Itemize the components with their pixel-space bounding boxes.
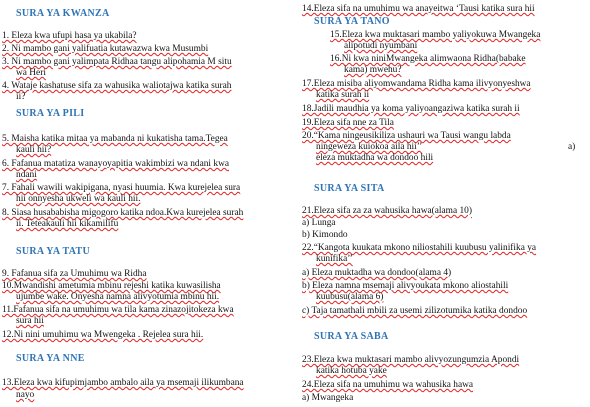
- question-21-a: a) Lunga: [302, 218, 336, 228]
- question-24-a: a) Mwangeka: [302, 393, 354, 403]
- heading-sura-ya-tatu: SURA YA TATU: [16, 246, 90, 257]
- heading-sura-ya-kwanza: SURA YA KWANZA: [16, 8, 110, 19]
- question-20-part-a: eleza muktadha wa dondoo hili: [316, 153, 434, 163]
- question-21-b: b) Kimondo: [302, 230, 348, 240]
- question-22-cont: kunifika’’: [316, 254, 353, 264]
- question-21: 21.Eleza sifa za za wahusika hawa(alama 10): [302, 206, 472, 216]
- question-4-cont: ii?: [16, 92, 26, 102]
- question-13-cont: nayo: [16, 390, 35, 400]
- question-6-cont: ndani: [16, 170, 37, 180]
- question-11-cont: sura hii: [16, 316, 44, 326]
- question-5-cont: kauli hii?: [16, 145, 52, 155]
- question-3: 3. Ni mambo gani yalimpata Ridhaa tangu alipohamia M situ: [2, 57, 232, 67]
- question-20-cont: ningeweza kuiokoa aila hii’’: [316, 142, 423, 152]
- heading-sura-ya-saba: SURA YA SABA: [314, 331, 389, 342]
- question-14: 14.Eleza sifa na umuhimu wa anayeitwa ‘Tausi katika sura hii: [302, 4, 535, 14]
- question-23-cont: katika hotuba yake: [316, 366, 387, 376]
- question-2: 2. Ni mambo gani yalifuatia kutawazwa kwa Musumbi: [2, 44, 209, 54]
- question-3-cont: wa Heri: [16, 68, 46, 78]
- question-6: 6. Fafanua matatiza wanayoyapitia wakimbizi wa ndani kwa: [2, 159, 230, 169]
- heading-sura-ya-tano: SURA YA TANO: [314, 16, 390, 27]
- question-22: 22.“Kangota kuukata mkono niliostahili kuubusu yalinifika ya: [302, 243, 537, 253]
- question-5: 5. Maisha katika mitaa ya mabanda ni kukatisha tama.Tegea: [2, 134, 228, 144]
- question-4: 4. Wataje kashatuse sifa za wahusika waliotajwa katika surah: [2, 81, 232, 91]
- question-19: 19.Eleza sifa nne za Tila: [302, 118, 394, 128]
- question-15: 15.Eleza kwa muktasari mambo yaliyokuwa Mwangeka: [330, 30, 541, 40]
- question-22-b: b) Eleza namna msemaji alivyoukata mkono aliostahili: [302, 281, 509, 291]
- question-17-cont: katika surah ii: [316, 90, 370, 100]
- question-20-part-a-marker: a): [568, 142, 576, 152]
- question-16: 16.Ni kwa niniMwangeka alimwaona Ridha(babake: [330, 54, 526, 64]
- question-22-a: a) Eleza muktadha wa dondoo(alama 4): [302, 268, 452, 278]
- heading-sura-ya-sita: SURA YA SITA: [314, 183, 385, 194]
- question-24: 24.Eleza sifa na umuhimu wa wahusika hawa: [302, 380, 474, 390]
- question-17: 17.Eleza misiba aliyomwandama Ridha kama ilivyonyeshwa: [302, 79, 531, 89]
- question-16-cont: kama) mwehu?: [344, 65, 402, 75]
- question-18: 18.Jadili maudhia ya koma yaliyoangaziwa katika surah ii: [302, 104, 520, 114]
- question-7-cont: hii onnyesha ukweli wa kauli hii.: [16, 194, 141, 204]
- question-9: 9. Fafanua sifa za Umuhimu wa Ridha: [2, 269, 147, 279]
- question-22-c: c) Taja tamathali mbili za usemi zilizotumika katika dondoo: [302, 306, 528, 316]
- heading-sura-ya-pili: SURA YA PILI: [16, 108, 85, 119]
- question-15-cont: alipotudi nyumbani: [344, 41, 418, 51]
- question-8-cont: ii. Teteakauli hii kikamilifu: [16, 219, 119, 229]
- question-10: 10.Mwandishi ametumia mbinu rejeshi katika kuwasilisha: [2, 281, 221, 291]
- question-1: 1. Eleza kwa ufupi hasa ya ukabila?: [2, 31, 137, 41]
- question-12: 12.Ni nini umuhimu wa Mwengeka . Rejelea sura hii.: [2, 330, 204, 340]
- question-22-b-cont: kuubusu(alama 6): [316, 292, 384, 302]
- question-20: 20.“Kama ningeusikiliza ushauri wa Tausi wangu labda: [302, 131, 511, 141]
- question-11: 11.Fafanua sifa na umuhimu wa tila kama zinazojitokeza kwa: [2, 305, 234, 315]
- question-13: 13.Eleza kwa kifupimjambo ambalo aila ya msemaji ilikumbana: [2, 378, 244, 388]
- question-10-cont: ujumbe wake. Onyesha namna alivyotumia mbinu hii.: [16, 292, 220, 302]
- question-7: 7. Fahali wawili wakipigana, nyasi huumia. Kwa kurejelea sura: [2, 183, 241, 193]
- heading-sura-ya-nne: SURA YA NNE: [16, 353, 85, 364]
- question-23: 23.Eleza kwa muktasari mambo alivyozungumzia Apondi: [302, 355, 520, 365]
- question-8: 8. Siasa husababisha migogoro katika ndoa.Kwa kurejelea surah: [2, 208, 244, 218]
